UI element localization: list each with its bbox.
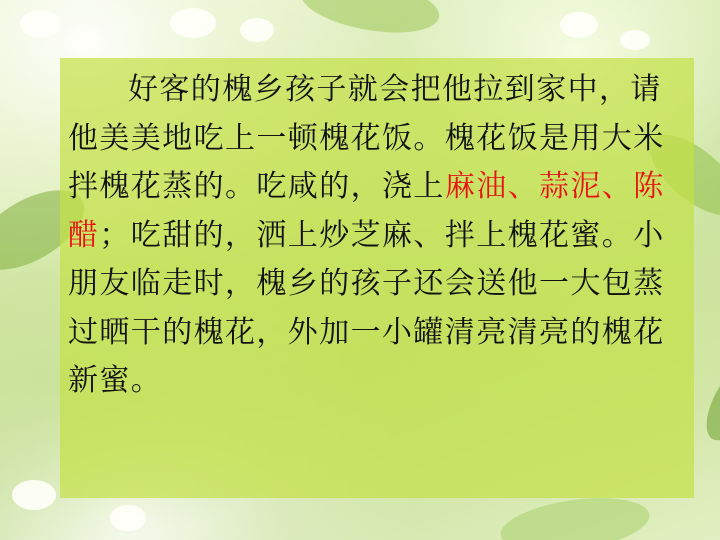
text-panel xyxy=(60,58,694,498)
blossom-shape xyxy=(110,505,146,531)
blossom-shape xyxy=(560,12,598,38)
story-paragraph xyxy=(68,66,690,406)
blossom-shape xyxy=(240,18,274,42)
blossom-shape xyxy=(70,30,100,52)
leaf-shape xyxy=(695,351,720,449)
paragraph-text-end: ；吃甜的，洒上炒芝麻、拌上槐花蜜。小朋友临走时，槐乡的孩子还会送他一大包蒸过晒干的槐花，外加一小罐清亮清亮的槐花新蜜。 xyxy=(68,217,665,398)
leaf-shape xyxy=(297,0,444,42)
highlighted-seasonings: 麻油、蒜泥、陈醋 xyxy=(68,169,665,253)
blossom-shape xyxy=(12,480,56,510)
blossom-shape xyxy=(620,30,650,50)
blossom-shape xyxy=(170,8,216,38)
blossom-shape xyxy=(20,10,60,38)
paragraph-text-start: 好客的槐乡孩子就会把他拉到家中，请他美美地吃上一顿槐花饭。槐花饭是用大米拌槐花蒸的。吃咸的，浇上 xyxy=(68,72,665,204)
